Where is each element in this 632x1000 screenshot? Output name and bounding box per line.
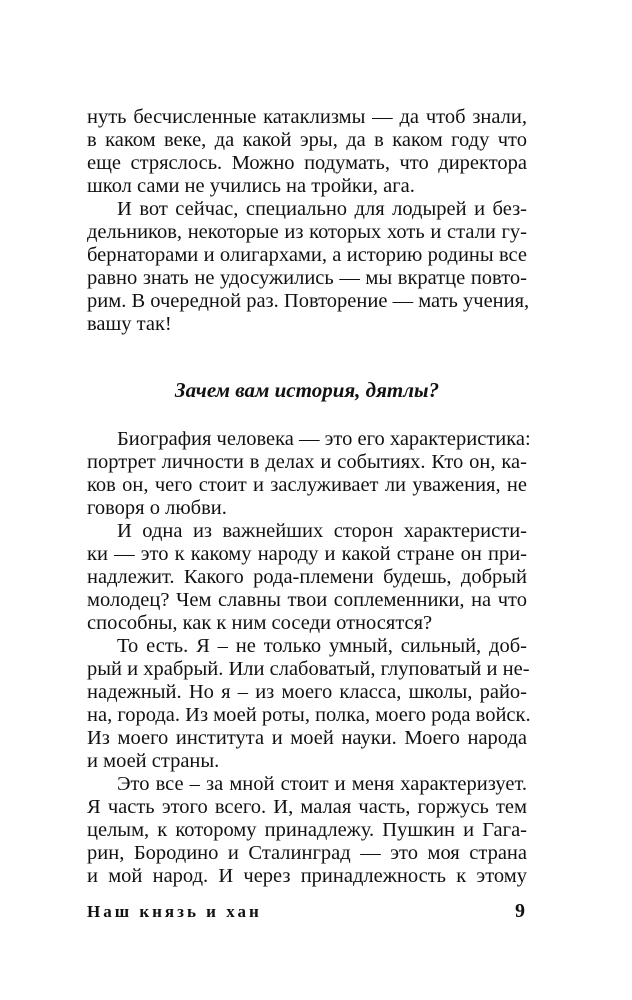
text-line: То есть. Я – не только умный, сильный, доб- <box>117 635 527 657</box>
text-line: Это все – за мной стоит и меня характеризует. <box>117 773 527 795</box>
running-footer-title: Наш князь и хан <box>87 902 262 921</box>
text-line: Биография человека — это его характеристика: <box>117 428 531 450</box>
text-line: рый и храбрый. Или слабоватый, глуповатый и не- <box>87 658 530 680</box>
paragraph-1 <box>87 106 527 198</box>
text-line: говоря о любви. <box>87 497 227 519</box>
text-line: рим. В очередной раз. Повторение — мать учения, <box>87 290 530 312</box>
text-line: И вот сейчас, специально для лодырей и без- <box>117 198 527 220</box>
text-line: целым, к которому принадлежу. Пушкин и Гага- <box>87 819 527 841</box>
text-line: на, города. Из моей роты, полка, моего рода войск. <box>87 704 531 726</box>
text-line: ки — это к какому народу и какой стране он при- <box>87 543 527 565</box>
text-line: бернаторами и олигархами, а историю родины все <box>87 244 527 266</box>
text-line: еще стряслось. Можно подумать, что директора <box>87 152 527 174</box>
text-line: надлежит. Какого рода-племени будешь, добрый <box>87 566 527 588</box>
paragraph-2 <box>87 198 530 336</box>
text-line: надежный. Но я – из моего класса, школы, райо- <box>87 681 527 703</box>
text-line: и моей страны. <box>87 750 220 772</box>
paragraph-6 <box>87 773 527 888</box>
text-line: ков он, чего стоит и заслуживает ли уважения, не <box>87 474 527 496</box>
text-line: портрет личности в делах и событиях. Кто он, ка- <box>87 451 527 473</box>
paragraph-4 <box>87 520 527 635</box>
text-line: Я часть этого всего. И, малая часть, горжусь тем <box>87 796 527 818</box>
text-line: и мой народ. И через принадлежность к этому <box>87 865 527 887</box>
section-heading: Зачем вам история, дятлы? <box>174 378 440 402</box>
page-number: 9 <box>515 900 525 922</box>
text-line: в каком веке, да какой эры, да в каком году что <box>87 129 527 151</box>
text-line: И одна из важнейших сторон характеристи- <box>117 520 527 542</box>
text-line: Из моего института и моей науки. Моего народа <box>87 727 527 749</box>
text-line: дельников, некоторые из которых хоть и стали гу- <box>87 221 527 243</box>
text-line: вашу так! <box>87 313 172 335</box>
text-line: равно знать не удосужились — мы вкратце повто- <box>87 267 527 289</box>
text-line: способны, как к ним соседи относятся? <box>87 612 433 634</box>
text-line: молодец? Чем славны твои соплеменники, на что <box>87 589 527 611</box>
text-line: рин, Бородино и Сталинград — это моя страна <box>87 842 527 864</box>
text-line: нуть бесчисленные катаклизмы — да чтоб знали, <box>87 106 527 128</box>
text-line: школ сами не учились на тройки, ага. <box>87 175 415 197</box>
paragraph-3 <box>87 428 531 520</box>
paragraph-5 <box>87 635 531 773</box>
